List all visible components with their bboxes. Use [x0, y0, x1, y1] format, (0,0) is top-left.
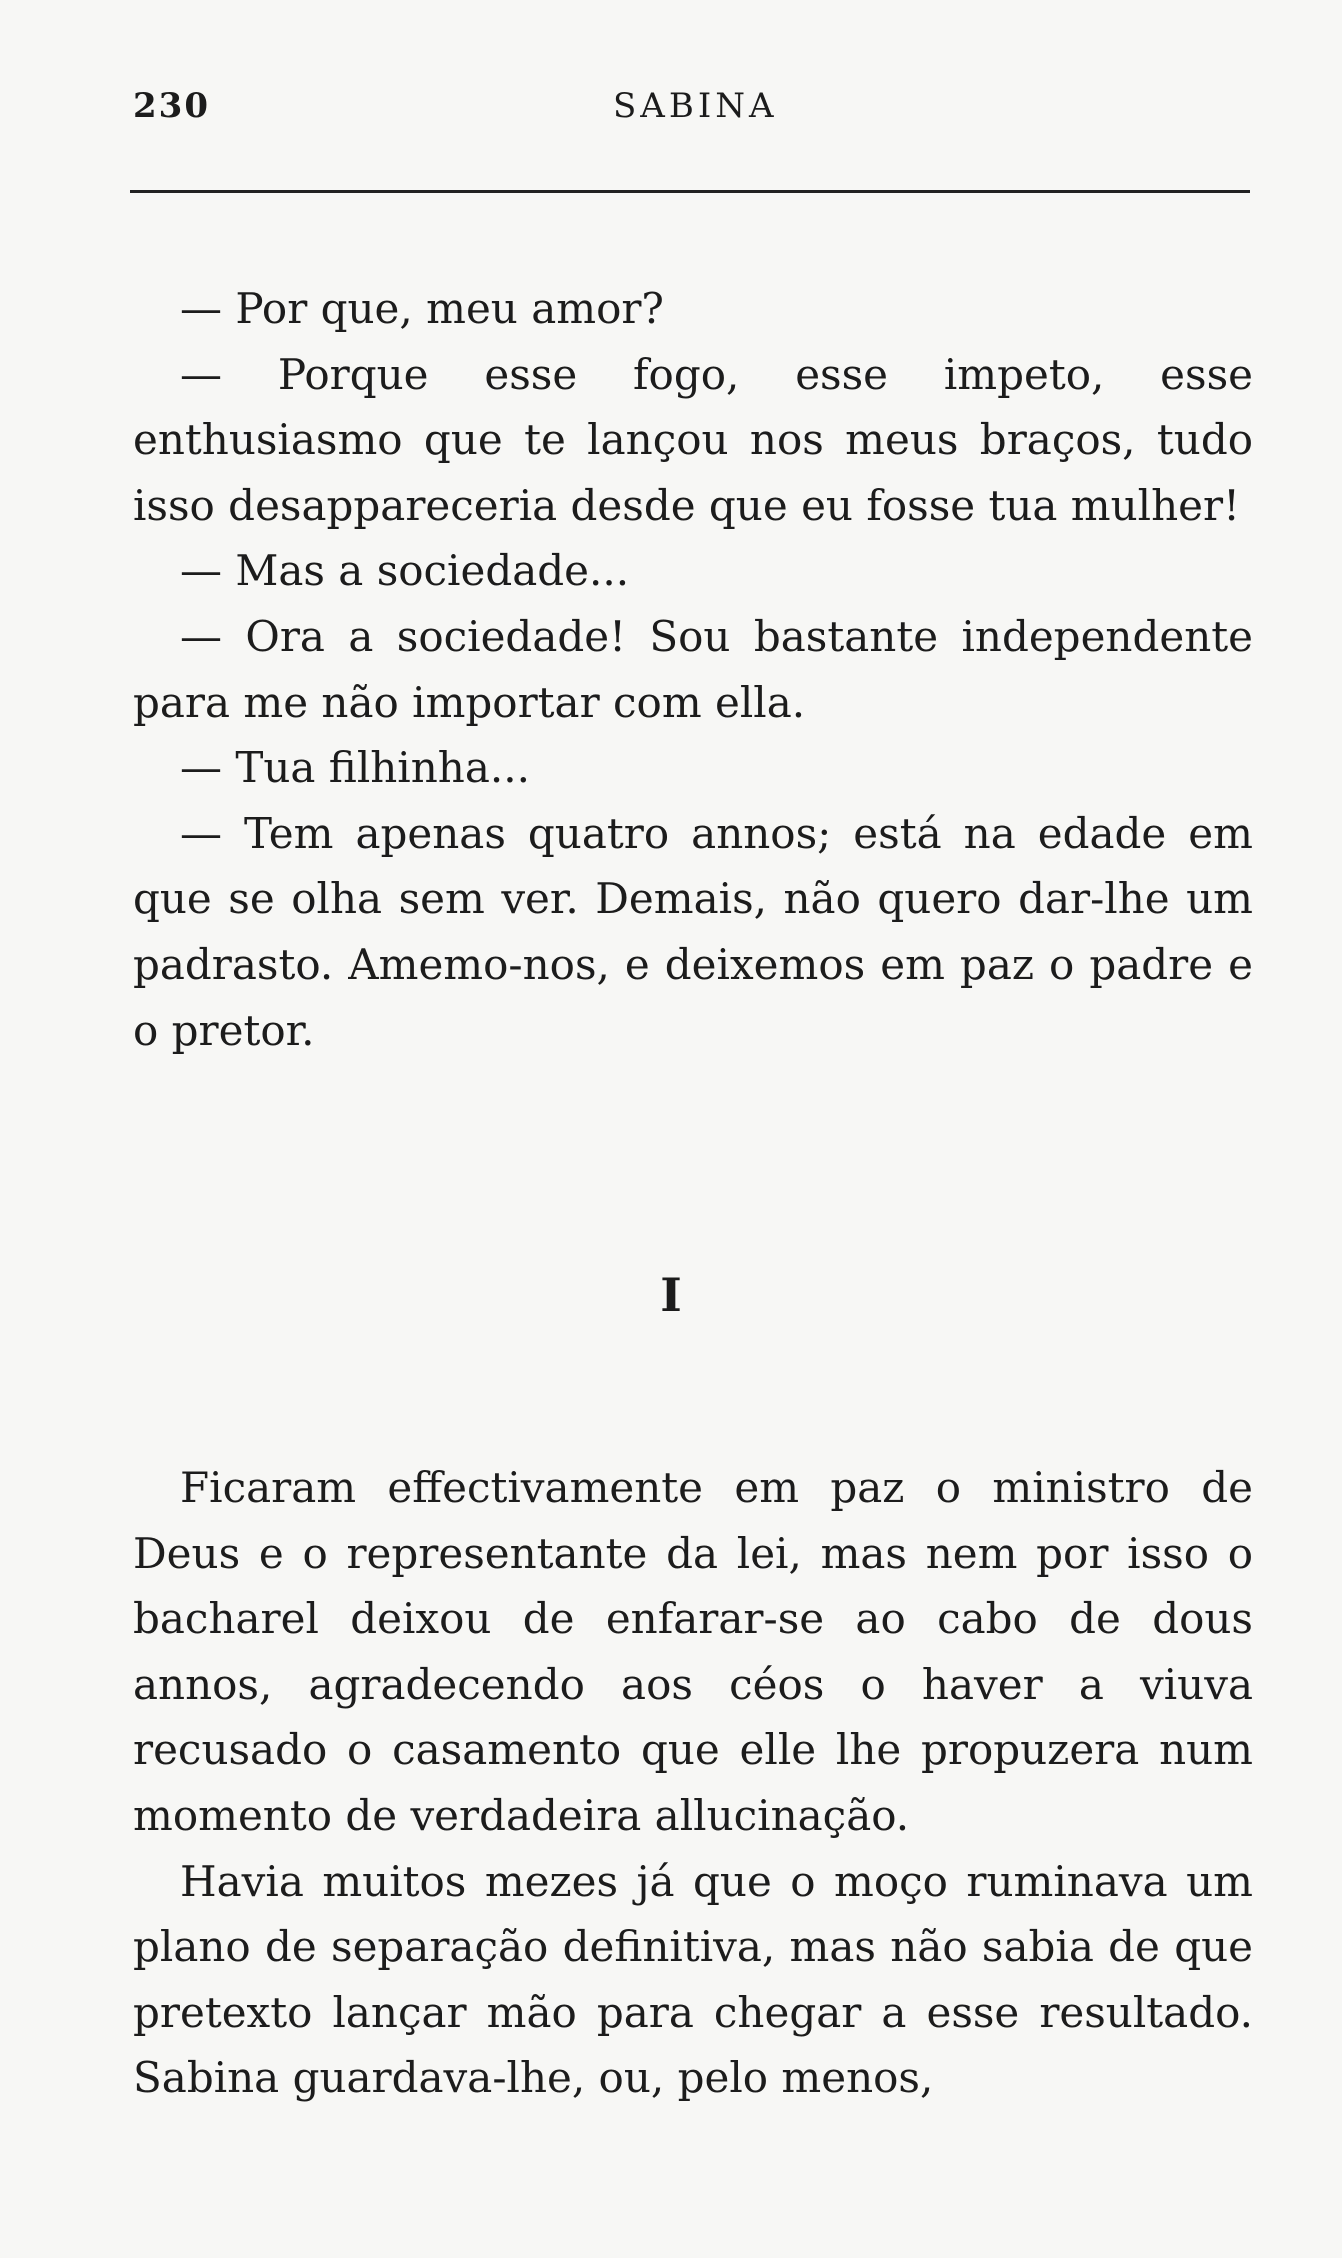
- section-number: I: [660, 1268, 682, 1322]
- page-header: [133, 86, 1245, 136]
- dialogue-line: — Tua filhinha...: [180, 743, 530, 793]
- page-number: 230: [133, 86, 210, 126]
- dialogue-line: — Por que, meu amor?: [180, 284, 664, 333]
- section-text: [133, 1455, 1253, 2111]
- dialogue-line: — Tem apenas quatro annos; está na edade em que se olha sem ver. Demais, não quero dar-lhe um padrasto. Amemo-nos, e deixemos em paz o padre e o pretor.: [133, 808, 1253, 1055]
- dialogue-line: — Porque esse fogo, esse impeto, esse enthusiasmo que te lançou nos meus braços, tudo isso desappareceria desde que eu fosse tua mulher!: [133, 349, 1253, 530]
- dialogue-block: [133, 276, 1253, 1063]
- paragraph: Ficaram effectivamente em paz o ministro de Deus e o representante da lei, mas nem por isso o bacharel deixou de enfarar-se ao cabo de dous annos, agradecendo aos céos o haver a viuva recusado o casamento que elle lhe propuzera num momento de verdadeira allucinação.: [133, 1463, 1253, 1840]
- dialogue-line: — Ora a sociedade! Sou bastante independente para me não importar com ella.: [133, 611, 1253, 727]
- paragraph: Havia muitos mezes já que o moço ruminava um plano de separação definitiva, mas não sabia de que pretexto lançar mão para chegar a esse resultado. Sabina guardava-lhe, ou, pelo menos,: [133, 1856, 1253, 2103]
- header-rule: [130, 190, 1250, 193]
- dialogue-line: — Mas a sociedade...: [180, 546, 630, 596]
- running-title: SABINA: [613, 86, 778, 126]
